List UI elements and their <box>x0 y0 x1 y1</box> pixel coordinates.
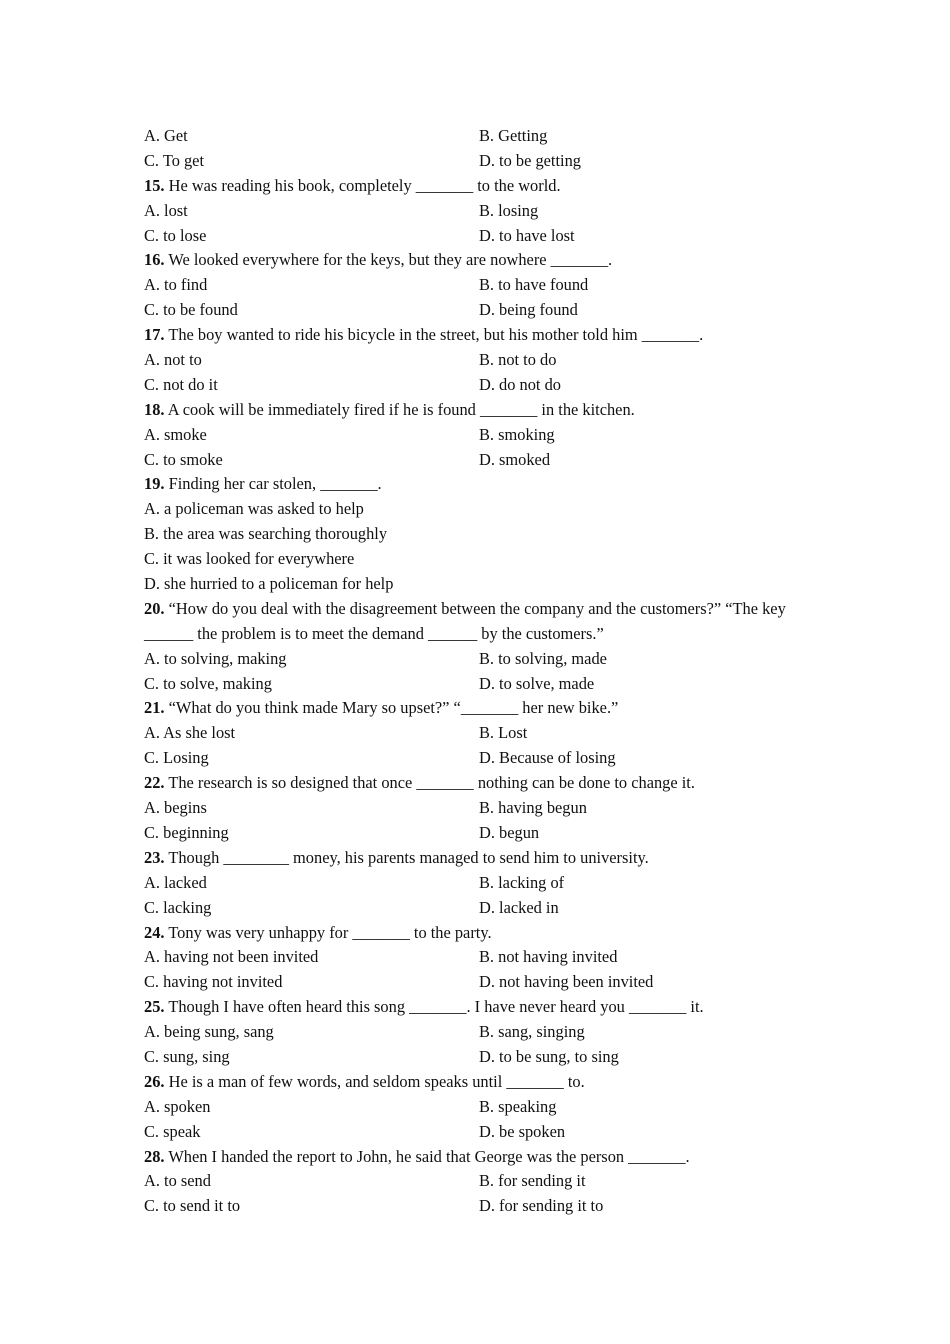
question-stem <box>144 995 814 1020</box>
option: C. To get <box>144 150 205 170</box>
options-row <box>144 1045 814 1070</box>
option: C. having not invited <box>144 972 283 992</box>
option: B. for sending it <box>479 1171 586 1191</box>
question-stem <box>144 846 814 871</box>
question-text: “What do you think made Mary so upset?” “_______ her new bike.” <box>168 698 619 718</box>
question-number: 15. <box>144 175 165 195</box>
question-stem <box>144 771 814 796</box>
option: D. to be sung, to sing <box>479 1046 619 1066</box>
option: B. Lost <box>479 723 528 743</box>
options-row <box>144 1194 814 1219</box>
option: B. sang, singing <box>479 1022 585 1042</box>
options-row <box>144 945 814 970</box>
option: C. it was looked for everywhere <box>144 549 355 569</box>
option: D. to have lost <box>479 225 575 245</box>
options-row <box>144 896 814 921</box>
option: A. being sung, sang <box>144 1022 274 1042</box>
question-number: 16. <box>144 250 165 270</box>
option: A. to send <box>144 1171 211 1191</box>
option: D. for sending it to <box>479 1196 604 1216</box>
option: B. lacking of <box>479 872 565 892</box>
option: D. being found <box>479 300 578 320</box>
question-number: 21. <box>144 698 165 718</box>
option: A. a policeman was asked to help <box>144 499 364 519</box>
question-text: “How do you deal with the disagreement between the company and the customers?” “The key <box>168 598 786 618</box>
option: A. having not been invited <box>144 947 319 967</box>
option: D. Because of losing <box>479 748 616 768</box>
question-number: 24. <box>144 922 165 942</box>
option: B. losing <box>479 200 539 220</box>
question-text-continued: ______ the problem is to meet the demand ______ by the customers.” <box>144 623 604 643</box>
options-row <box>144 746 814 771</box>
options-row <box>144 821 814 846</box>
options-row <box>144 721 814 746</box>
question-number: 18. <box>144 399 165 419</box>
question-stem <box>144 472 814 497</box>
option: B. not to do <box>479 350 557 370</box>
option: A. smoke <box>144 424 207 444</box>
option: B. to have found <box>479 275 589 295</box>
question-text: The boy wanted to ride his bicycle in the street, but his mother told him _______. <box>168 325 704 345</box>
question-number: 20. <box>144 598 165 618</box>
question-stem <box>144 597 814 622</box>
question-stem <box>144 398 814 423</box>
question-stem <box>144 248 814 273</box>
option: D. to solve, made <box>479 673 595 693</box>
options-row <box>144 1020 814 1045</box>
options-row <box>144 871 814 896</box>
question-text: He was reading his book, completely _______ to the world. <box>168 175 561 195</box>
question-text: Tony was very unhappy for _______ to the party. <box>168 922 492 942</box>
option: C. to be found <box>144 300 238 320</box>
option: B. Getting <box>479 126 548 145</box>
question-number: 17. <box>144 325 165 345</box>
options-row <box>144 1120 814 1145</box>
option: A. not to <box>144 350 202 370</box>
question-number: 28. <box>144 1146 165 1166</box>
option: C. Losing <box>144 748 209 768</box>
option: B. the area was searching thoroughly <box>144 524 388 544</box>
question-text: Though I have often heard this song _______. I have never heard you _______ it. <box>168 997 704 1017</box>
options-row <box>144 970 814 995</box>
question-text: When I handed the report to John, he said that George was the person _______. <box>168 1146 690 1166</box>
options-row <box>144 273 814 298</box>
option: A. lost <box>144 200 188 220</box>
option: D. to be getting <box>479 150 581 170</box>
options-row <box>144 672 814 697</box>
option: C. to send it to <box>144 1196 241 1216</box>
question-text: Finding her car stolen, _______. <box>168 474 382 494</box>
option: A. Get <box>144 126 188 145</box>
options-row <box>144 348 814 373</box>
question-stem <box>144 323 814 348</box>
question-text: Though ________ money, his parents managed to send him to university. <box>168 847 649 867</box>
option: D. do not do <box>479 374 561 394</box>
option: C. to lose <box>144 225 207 245</box>
options-row <box>144 373 814 398</box>
question-stem <box>144 696 814 721</box>
question-stem <box>144 1070 814 1095</box>
option: D. smoked <box>479 449 551 469</box>
option: C. speak <box>144 1121 201 1141</box>
question-stem <box>144 1145 814 1170</box>
question-number: 22. <box>144 773 165 793</box>
option: D. not having been invited <box>479 972 654 992</box>
question-number: 25. <box>144 997 165 1017</box>
option: A. As she lost <box>144 723 236 743</box>
options-row <box>144 199 814 224</box>
question-text: A cook will be immediately fired if he is found _______ in the kitchen. <box>167 399 635 419</box>
option: A. lacked <box>144 872 207 892</box>
options-row <box>144 448 814 473</box>
option: B. to solving, made <box>479 648 607 668</box>
option: C. to solve, making <box>144 673 272 693</box>
option: B. not having invited <box>479 947 618 967</box>
option: B. having begun <box>479 798 587 818</box>
question-text: The research is so designed that once _______ nothing can be done to change it. <box>168 773 695 793</box>
options-row <box>144 298 814 323</box>
option: A. to find <box>144 275 208 295</box>
option: A. spoken <box>144 1096 211 1116</box>
option: D. begun <box>479 822 540 842</box>
question-stem <box>144 921 814 946</box>
worksheet <box>144 124 814 1219</box>
option: D. be spoken <box>479 1121 566 1141</box>
option: C. beginning <box>144 822 229 842</box>
options-row <box>144 1169 814 1194</box>
options-row <box>144 149 814 174</box>
option: C. lacking <box>144 897 212 917</box>
option: C. sung, sing <box>144 1046 230 1066</box>
option: D. lacked in <box>479 897 559 917</box>
options-row <box>144 1095 814 1120</box>
question-text: He is a man of few words, and seldom speaks until _______ to. <box>168 1071 585 1091</box>
options-row <box>144 224 814 249</box>
question-number: 26. <box>144 1071 165 1091</box>
question-text: We looked everywhere for the keys, but they are nowhere _______. <box>168 250 613 270</box>
options-row <box>144 423 814 448</box>
option: B. speaking <box>479 1096 557 1116</box>
question-stem <box>144 174 814 199</box>
option: A. to solving, making <box>144 648 287 668</box>
question-number: 23. <box>144 847 165 867</box>
option: C. to smoke <box>144 449 223 469</box>
question-number: 19. <box>144 474 165 494</box>
option: B. smoking <box>479 424 555 444</box>
options-row <box>144 124 814 149</box>
option: A. begins <box>144 798 207 818</box>
option: C. not do it <box>144 374 218 394</box>
options-row <box>144 647 814 672</box>
options-row <box>144 796 814 821</box>
option: D. she hurried to a policeman for help <box>144 574 394 594</box>
